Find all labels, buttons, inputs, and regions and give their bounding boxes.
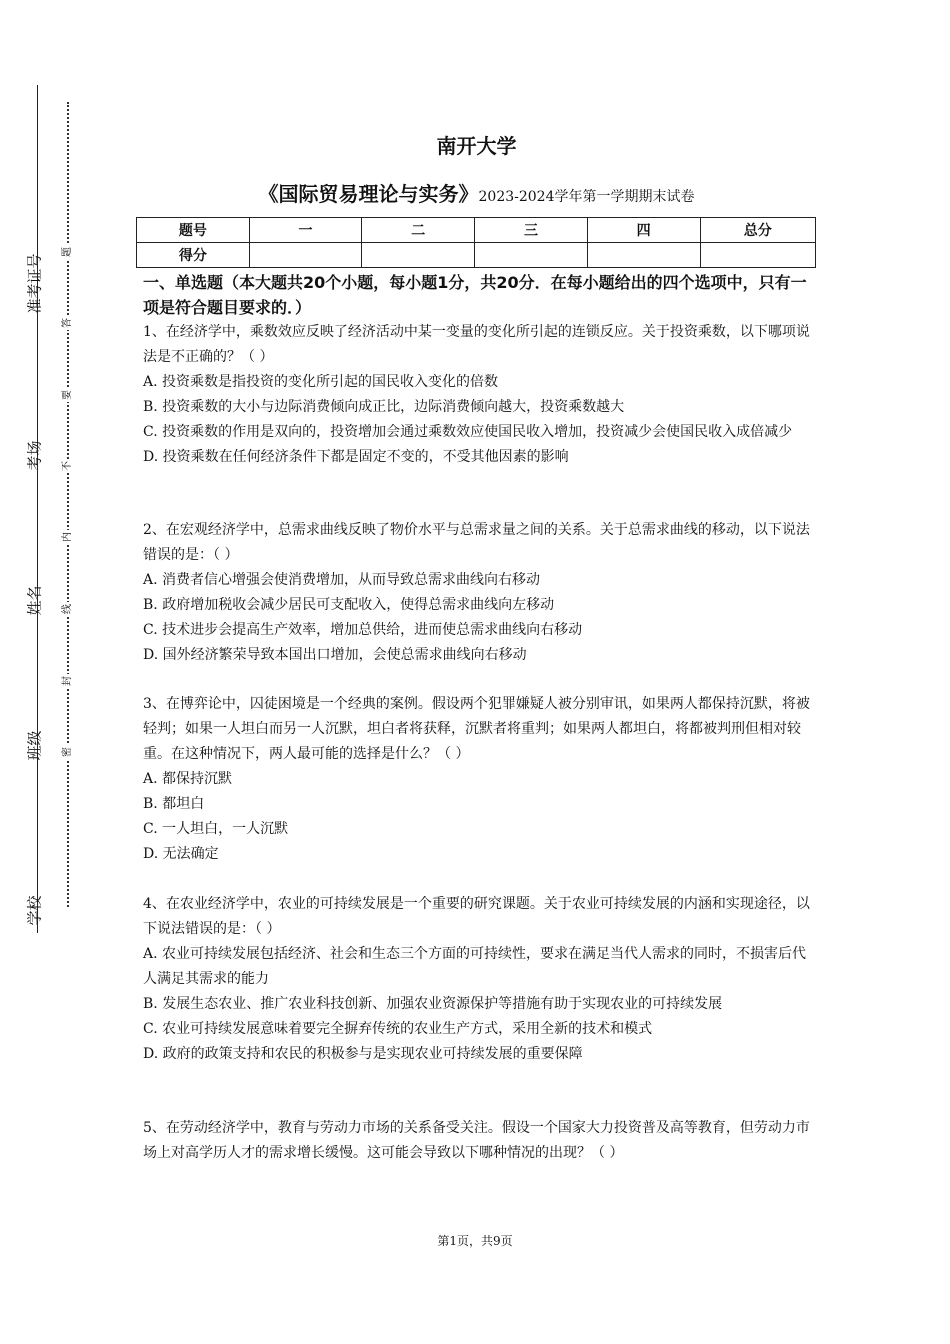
question-stem: 3、在博弈论中，囚徒困境是一个经典的案例。假设两个犯罪嫌疑人被分别审讯，如果两人都保持沉默，将被轻判；如果一人坦白而另一人沉默，坦白者将获释，沉默者将重判；如果两人都坦白，将都被判刑但相对较重。在这种情况下，两人最可能的选择是什么？（ ） <box>143 696 810 762</box>
question-option: D. 投资乘数在任何经济条件下都是固定不变的，不受其他因素的影响 <box>143 449 569 465</box>
seal-char: 密 <box>62 747 73 757</box>
score-table-header-row <box>137 218 816 243</box>
side-label-name: 姓名 <box>25 585 44 616</box>
course-title-line <box>143 178 810 207</box>
side-label-school: 学校 <box>25 895 44 926</box>
question-stem: 2、在宏观经济学中，总需求曲线反映了物价水平与总需求量之间的关系。关于总需求曲线的移动，以下说法错误的是：（ ） <box>143 522 810 563</box>
side-label-exam-room: 考场 <box>25 440 44 471</box>
seal-char: 线 <box>62 604 73 614</box>
seal-char: 要 <box>62 390 73 400</box>
question-option: D. 政府的政策支持和农民的积极参与是实现农业可持续发展的重要保障 <box>143 1046 583 1062</box>
score-cell <box>587 243 700 268</box>
score-cell <box>362 243 475 268</box>
section-heading: 一、单选题（本大题共20个小题，每小题1分，共20分．在每小题给出的四个选项中，只有一项是符合题目要求的．） <box>143 273 807 317</box>
question-option: B. 发展生态农业、推广农业科技创新、加强农业资源保护等措施有助于实现农业的可持续发展 <box>143 996 723 1012</box>
question-option: C. 农业可持续发展意味着要完全摒弃传统的农业生产方式，采用全新的技术和模式 <box>143 1021 653 1037</box>
score-header-cell: 三 <box>475 218 588 243</box>
question-option: D. 无法确定 <box>143 846 219 862</box>
seal-char: 不 <box>62 461 73 471</box>
score-cell <box>249 243 362 268</box>
question-1 <box>143 320 811 470</box>
question-3 <box>143 692 811 867</box>
term-title: 2023-2024学年第一学期期末试卷 <box>478 189 695 205</box>
question-2 <box>143 518 811 668</box>
score-table-score-row <box>137 243 816 268</box>
question-option: C. 技术进步会提高生产效率，增加总供给，进而使总需求曲线向右移动 <box>143 622 583 638</box>
seal-char: 封 <box>62 676 73 686</box>
question-option: B. 都坦白 <box>143 796 205 812</box>
question-option: C. 一人坦白，一人沉默 <box>143 821 289 837</box>
question-4 <box>143 892 811 1067</box>
score-header-cell: 二 <box>362 218 475 243</box>
page-footer: 第1页，共9页 <box>437 1234 513 1248</box>
university-title: 南开大学 <box>436 134 517 158</box>
question-stem: 1、在经济学中，乘数效应反映了经济活动中某一变量的变化所引起的连锁反应。关于投资乘数，以下哪项说法是不正确的？（ ） <box>143 324 810 365</box>
question-stem: 5、在劳动经济学中，教育与劳动力市场的关系备受关注。假设一个国家大力投资普及高等教育，但劳动力市场上对高学历人才的需求增长缓慢。这可能会导致以下哪种情况的出现？（ ） <box>143 1120 810 1161</box>
question-option: A. 投资乘数是指投资的变化所引起的国民收入变化的倍数 <box>143 374 499 390</box>
question-option: B. 投资乘数的大小与边际消费倾向成正比，边际消费倾向越大，投资乘数越大 <box>143 399 625 415</box>
score-header-cell: 题号 <box>137 218 250 243</box>
side-label-exam-id: 准考证号 <box>25 253 44 314</box>
side-label-class: 班级 <box>25 730 44 761</box>
seal-char: 内 <box>62 532 73 542</box>
score-table <box>136 217 816 268</box>
question-option: C. 投资乘数的作用是双向的，投资增加会通过乘数效应使国民收入增加，投资减少会使国民收入成倍减少 <box>143 424 793 440</box>
question-option: A. 都保持沉默 <box>143 771 233 787</box>
seal-dotted-line <box>67 102 69 907</box>
question-option: A. 消费者信心增强会使消费增加，从而导致总需求曲线向右移动 <box>143 572 541 588</box>
question-option: A. 农业可持续发展包括经济、社会和生态三个方面的可持续性，要求在满足当代人需求的同时，不损害后代人满足其需求的能力 <box>143 946 807 987</box>
score-header-cell: 一 <box>249 218 362 243</box>
score-header-cell: 总分 <box>700 218 815 243</box>
question-stem: 4、在农业经济学中，农业的可持续发展是一个重要的研究课题。关于农业可持续发展的内涵和实现途径，以下说法错误的是：（ ） <box>143 896 810 937</box>
course-title: 《国际贸易理论与实务》 <box>258 182 479 206</box>
question-5 <box>143 1116 811 1166</box>
score-row-label: 得分 <box>137 243 250 268</box>
score-cell <box>700 243 815 268</box>
question-option: B. 政府增加税收会减少居民可支配收入，使得总需求曲线向左移动 <box>143 597 555 613</box>
score-cell <box>475 243 588 268</box>
score-header-cell: 四 <box>587 218 700 243</box>
binding-line <box>37 85 38 933</box>
question-option: D. 国外经济繁荣导致本国出口增加，会使总需求曲线向右移动 <box>143 647 527 663</box>
seal-char: 答 <box>62 318 73 328</box>
seal-char: 题 <box>62 247 73 257</box>
